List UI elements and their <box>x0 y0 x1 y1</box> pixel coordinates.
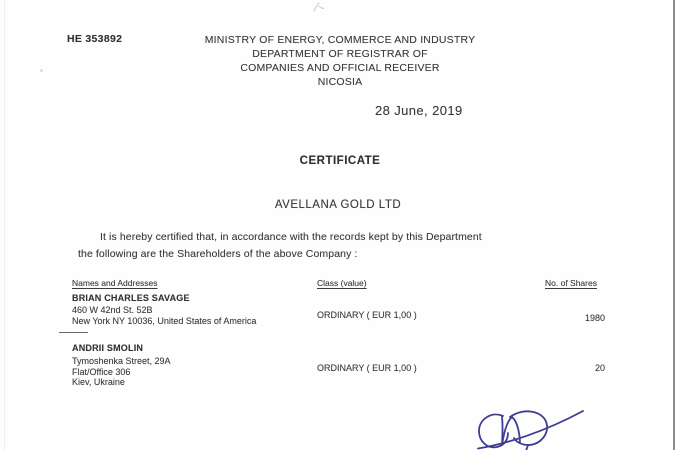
address-line: Tymoshenka Street, 29A <box>72 356 171 366</box>
address-line: 460 W 42nd St. 52B <box>72 305 153 315</box>
handwritten-signature <box>466 404 588 450</box>
share-class-value: ORDINARY ( EUR 1,00 ) <box>317 363 417 373</box>
company-name: AVELLANA GOLD LTD <box>274 199 402 211</box>
ministry-header-line-3: COMPANIES AND OFFICIAL RECEIVER <box>240 62 440 74</box>
column-header-names-addresses: Names and Addresses <box>72 278 158 288</box>
shareholder-name: BRIAN CHARLES SAVAGE <box>72 293 190 303</box>
ministry-header-line-2: DEPARTMENT OF REGISTRAR OF <box>252 48 428 60</box>
share-count: 1980 <box>584 313 605 323</box>
scan-edge-line-left <box>4 0 5 450</box>
certificate-title: CERTIFICATE <box>299 155 381 167</box>
column-header-no-of-shares: No. of Shares <box>545 278 597 288</box>
share-class-value: ORDINARY ( EUR 1,00 ) <box>317 310 417 320</box>
scan-artifact-mark <box>312 2 326 13</box>
shareholder-address <box>72 356 171 388</box>
shareholder-address <box>72 305 256 326</box>
certification-text-line-2: the following are the Shareholders of the above Company : <box>78 248 358 260</box>
row-separator-line <box>59 332 88 333</box>
address-line: Kiev, Ukraine <box>72 377 125 387</box>
ministry-header-line-1: MINISTRY OF ENERGY, COMMERCE AND INDUSTRY <box>204 34 476 46</box>
ministry-header-line-4: NICOSIA <box>317 76 363 88</box>
share-count: 20 <box>594 363 605 373</box>
scan-speck <box>40 69 43 72</box>
scan-edge-line-right <box>673 0 675 450</box>
column-header-class-value: Class (value) <box>317 278 367 288</box>
document-date: 28 June, 2019 <box>375 103 463 118</box>
registration-number: HE 353892 <box>67 33 123 45</box>
certification-text-line-1: It is hereby certified that, in accordance with the records kept by this Department <box>100 231 482 243</box>
ministry-header-block <box>205 33 476 89</box>
address-line: New York NY 10036, United States of America <box>72 315 257 326</box>
shareholder-name: ANDRII SMOLIN <box>72 343 144 353</box>
address-line: Flat/Office 306 <box>72 366 131 377</box>
